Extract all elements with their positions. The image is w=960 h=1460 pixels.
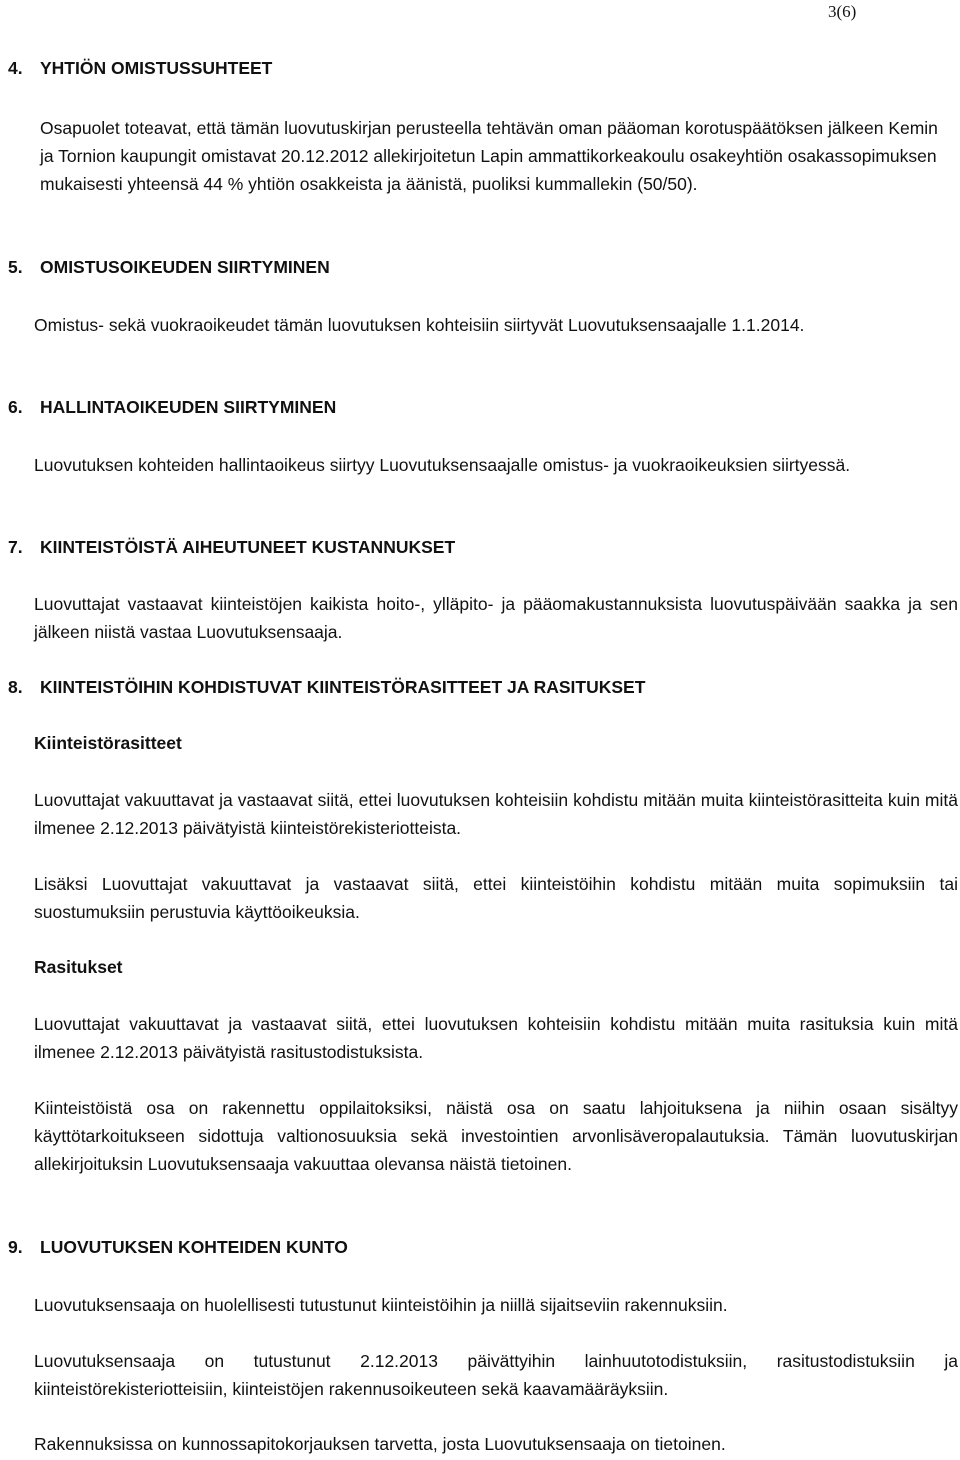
subsection-title-rasitukset: Rasitukset — [34, 957, 123, 977]
subsection-title-kiinteistorasitteet: Kiinteistörasitteet — [34, 733, 182, 753]
section-8-paragraph: Lisäksi Luovuttajat vakuuttavat ja vastaavat siitä, ettei kiinteistöihin kohdistu mitään muita sopimuksiin tai suostumuksiin perustuvia käyttöoikeuksia. — [34, 874, 958, 922]
section-9-heading — [8, 1237, 348, 1258]
section-number: 7. — [8, 537, 23, 557]
section-9-paragraph: Rakennuksissa on kunnossapitokorjauksen tarvetta, josta Luovutuksensaaja on tietoinen. — [34, 1434, 726, 1454]
section-7-paragraph: Luovuttajat vastaavat kiinteistöjen kaikista hoito-, ylläpito- ja pääomakustannuksista luovutuspäivään saakka ja sen jälkeen niistä vastaa Luovutuksensaaja. — [34, 594, 958, 642]
section-8-heading — [8, 677, 645, 698]
section-number: 4. — [8, 58, 23, 78]
section-9-paragraph: Luovutuksensaaja on tutustunut 2.12.2013 päivättyihin lainhuutotodistuksiin, rasitustodistuksiin ja kiinteistörekisteriotteisiin, kiinteistöjen rakennusoikeuteen sekä kaavamääräyksiin. — [34, 1351, 958, 1399]
section-8-paragraph: Luovuttajat vakuuttavat ja vastaavat siitä, ettei luovutuksen kohteisiin kohdistu mitään muita kiinteistörasitteita kuin mitä ilmenee 2.12.2013 päivätyistä kiinteistörekisteriotteista. — [34, 790, 958, 838]
section-8-paragraph: Kiinteistöistä osa on rakennettu oppilaitoksiksi, näistä osa on saatu lahjoituksena ja niihin osaan sisältyy käyttötarkoitukseen sidottuja valtionosuuksia sekä investointien arvonlisäveropalautuksia. Tämän luovutuskirjan allekirjoituksin Luovutuksensaaja vakuuttaa olevansa näistä tietoinen. — [34, 1098, 958, 1174]
section-title: OMISTUSOIKEUDEN SIIRTYMINEN — [40, 257, 330, 277]
section-5-paragraph: Omistus- sekä vuokraoikeudet tämän luovutuksen kohteisiin siirtyvät Luovutuksensaajalle 1.1.2014. — [34, 315, 805, 335]
page-number: 3(6) — [828, 2, 857, 21]
section-title: KIINTEISTÖIHIN KOHDISTUVAT KIINTEISTÖRASITTEET JA RASITUKSET — [40, 677, 646, 697]
section-6-heading — [8, 397, 336, 418]
section-number: 6. — [8, 397, 23, 417]
section-6-paragraph: Luovutuksen kohteiden hallintaoikeus siirtyy Luovutuksensaajalle omistus- ja vuokraoikeuksien siirtyessä. — [34, 455, 851, 475]
section-7-heading — [8, 537, 455, 558]
section-title: HALLINTAOIKEUDEN SIIRTYMINEN — [40, 397, 337, 417]
section-title: KIINTEISTÖISTÄ AIHEUTUNEET KUSTANNUKSET — [40, 537, 456, 557]
section-title: YHTIÖN OMISTUSSUHTEET — [40, 58, 273, 78]
section-number: 5. — [8, 257, 23, 277]
section-5-heading — [8, 257, 330, 278]
section-4-paragraph: Osapuolet toteavat, että tämän luovutuskirjan perusteella tehtävän oman pääoman korotuspäätöksen jälkeen Kemin ja Tornion kaupungit omistavat 20.12.2012 allekirjoitetun Lapin ammattikorkeakoulu osakeyhtiön osakassopimuksen mukaisesti yhteensä 44 % yhtiön osakkeista ja äänistä, puoliksi kummallekin (50/50). — [40, 118, 938, 194]
section-number: 9. — [8, 1237, 23, 1257]
section-4-heading — [8, 58, 272, 79]
section-8-paragraph: Luovuttajat vakuuttavat ja vastaavat siitä, ettei luovutuksen kohteisiin kohdistu mitään muita rasituksia kuin mitä ilmenee 2.12.2013 päivätyistä rasitustodistuksista. — [34, 1014, 958, 1062]
section-9-paragraph: Luovutuksensaaja on huolellisesti tutustunut kiinteistöihin ja niillä sijaitseviin rakennuksiin. — [34, 1295, 728, 1315]
section-title: LUOVUTUKSEN KOHTEIDEN KUNTO — [40, 1237, 348, 1257]
section-number: 8. — [8, 677, 23, 697]
